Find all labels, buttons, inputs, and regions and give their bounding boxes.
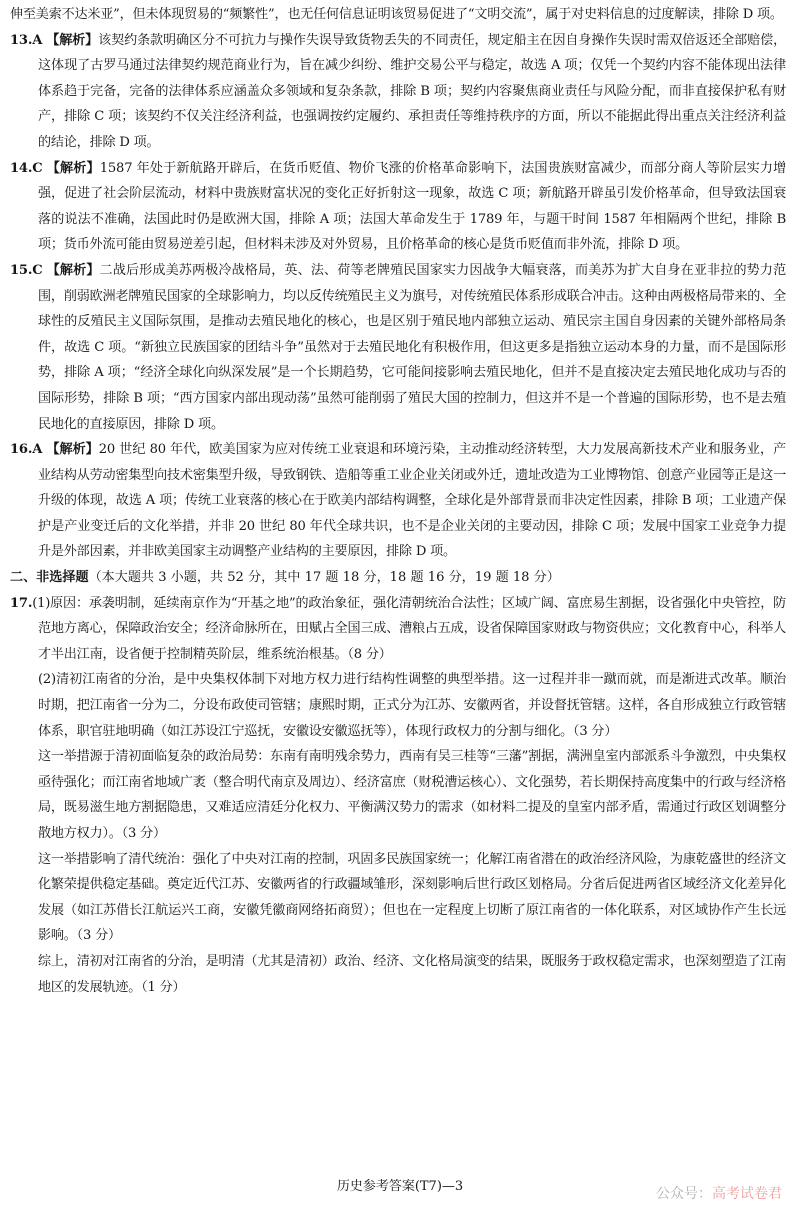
answer-16 — [10, 437, 786, 565]
section-note: （本大题共 3 小题，共 52 分，其中 17 题 18 分，18 题 16 分，19 题 18 分） — [88, 570, 560, 586]
q17-paragraph-3: 这一举措源于清初面临复杂的政治局势：东南有南明残余势力，西南有吴三桂等“三藩”割据，满洲皇室内部派系斗争激烈，中央集权亟待强化；而江南省地域广袤（整合明代南京及周边）、经济富庶（财税漕运核心）、文化强势，若长期保持高度集中的行政与经济格局，既易滋生地方割据隐患，又难适应清廷分化权力、平衡满汉势力的需求（如材料二提及的皇室内部矛盾，需通过行政区划调整分散地方权力）。（3 分） — [38, 749, 786, 841]
question-number: 17. — [10, 595, 33, 611]
answer-14 — [10, 156, 786, 258]
answer-number: 16. — [10, 442, 33, 458]
answer-number: 15. — [10, 262, 33, 278]
answer-number: 14. — [10, 160, 33, 176]
q17-part2: (2)清初江南省的分治，是中央集权体制下对地方权力进行结构性调整的典型举措。这一过程并非一蹴而就，而是渐进式改革。顺治时期，把江南省一分为二，分设布政使司管辖；康熙时期，正式分为江苏、安徽两省，并设督抚管辖。这样，各自形成独立行政管辖体系，职官驻地明确（如江苏设江宁巡抚，安徽设安徽巡抚等），体现行政权力的分割与细化。（3 分） — [38, 672, 786, 739]
page-content — [10, 2, 786, 1000]
analysis-tag: 【解析】 — [46, 262, 100, 278]
answer-letter: A — [32, 32, 43, 48]
section-title: 二、非选择题 — [10, 570, 89, 586]
section-heading — [10, 565, 786, 591]
answer-15 — [10, 258, 786, 437]
answer-letter: A — [32, 442, 43, 458]
analysis-tag: 【解析】 — [46, 442, 99, 458]
analysis-text: 20 世纪 80 年代，欧美国家为应对传统工业衰退和环境污染，主动推动经济转型，大力发展高新技术产业和服务业，产业结构从劳动密集型向技术密集型升级，导致钢铁、造船等重工业企业关闭或外迁，遗址改造为工业博物馆、创意产业园等正是这一升级的体现，故选 A 项；传统工业衰落的核心在于欧美内部结构调整，全球化是外部背景而非决定性因素，排除 B 项；工业遗产保护是产业变迁后的文化举措，并非 20 世纪 80 年代全球共识，也不是企业关闭的主要动因，排除 C 项；发展中国家工业竞争力提升是外部因素，并非欧美国家主动调整产业结构的主要原因，排除 D 项。 — [38, 442, 787, 560]
page-footer: 历史参考答案(T7)—3 — [336, 1179, 464, 1194]
watermark — [656, 1183, 782, 1203]
watermark-label: 公众号： — [656, 1186, 712, 1202]
answer-letter: C — [32, 262, 43, 278]
analysis-tag: 【解析】 — [46, 32, 99, 48]
q17-paragraph-4: 这一举措影响了清代统治：强化了中央对江南的控制，巩固多民族国家统一；化解江南省潜在的政治经济风险，为康乾盛世的经济文化繁荣提供稳定基础。奠定近代江苏、安徽两省的行政疆域雏形，深刻影响后世行政区划格局。分省后促进两省区域经济文化差异化发展（如江苏借长江航运兴工商，安徽凭徽商网络拓商贸）；但也在一定程度上切断了原江南省的一体化联系，对区域协作产生长远影响。（3 分） — [38, 851, 786, 944]
analysis-text: 1587 年处于新航路开辟后，在货币贬值、物价飞涨的价格革命影响下，法国贵族财富减少，而部分商人等阶层实力增强，促进了社会阶层流动，材料中贵族财富状况的变化正好折射这一现象，故选 C 项；新航路开辟虽引发价格革命，但导致法国衰落的说法不准确，法国此时仍是欧洲大国，排除 A 项；法国大革命发生于 1789 年，与题干时间 1587 年相隔两个世纪，排除 B 项；货币外流可能由贸易逆差引起，但材料未涉及对外贸易，且价格革命的核心是货币贬值而非外流，排除 D 项。 — [38, 160, 786, 253]
watermark-name: 高考试卷君 — [712, 1186, 782, 1202]
analysis-text: 该契约条款明确区分不可抗力与操作失误导致货物丢失的不同责任，规定船主在因自身操作失误时需双倍返还全部赔偿，这体现了古罗马通过法律契约规范商业行为，旨在减少纠纷、维护交易公平与稳定，故选 A 项；仅凭一个契约内容不能体现出法律体系趋于完备，完备的法律体系应涵盖众多领域和复杂条款，排除 B 项；契约内容聚焦商业责任与风险分配，而非直接保护私有财产，排除 C 项；该契约不仅关注经济利益，也强调按约定履约、承担责任等维持秩序的方面，所以不能据此得出重点关注经济利益的结论，排除 D 项。 — [38, 32, 786, 150]
q17-part1-text: (1)原因：承袭明制，延续南京作为“开基之地”的政治象征，强化清朝统治合法性；区域广阔、富庶易生割据，设省强化中央管控，防范地方离心，保障政治安全；经济命脉所在，田赋占全国三成、漕粮占五成，设省保障国家财政与物资供应；文化教育中心，科举人才半出江南，设省便于控制精英阶层，维系统治根基。（8 分） — [32, 595, 786, 662]
analysis-tag: 【解析】 — [46, 160, 100, 176]
answer-letter: C — [32, 160, 43, 176]
answer-number: 13. — [10, 32, 33, 48]
answer-13 — [10, 28, 786, 156]
continuation-paragraph: 伸至美索不达米亚”，但未体现贸易的“频繁性”，也无任何信息证明该贸易促进了“文明交流”，属于对史料信息的过度解读，排除 D 项。 — [10, 7, 783, 22]
analysis-text: 二战后形成美苏两极冷战格局，英、法、荷等老牌殖民国家实力因战争大幅衰落，而美苏为扩大自身在亚非拉的势力范围，削弱欧洲老牌殖民国家的全球影响力，均以反传统殖民主义为旗号，对传统殖民体系形成联合冲击。这种由两极格局带来的、全球性的反殖民主义国际氛围，是推动去殖民地化的核心，也是区别于殖民地内部独立运动、殖民宗主国自身因素的关键外部格局条件，故选 C 项。“新独立民族国家的团结斗争”虽然对于去殖民地化有积极作用，但这更多是指独立运动本身的力量，而不是国际形势，排除 A 项；“经济全球化向纵深发展”是一个长期趋势，它可能间接影响去殖民地化，但并不是直接决定去殖民地化成功与否的国际形势，排除 B 项；“西方国家内部出现动荡”虽然可能削弱了殖民大国的控制力，但这并不是一个普遍的国际形势，也不是去殖民地化的直接原因，排除 D 项。 — [38, 262, 786, 432]
q17-summary: 综上，清初对江南省的分治，是明清（尤其是清初）政治、经济、文化格局演变的结果，既服务于政权稳定需求，也深刻塑造了江南地区的发展轨迹。（1 分） — [38, 953, 786, 995]
q17-part1 — [10, 591, 786, 668]
